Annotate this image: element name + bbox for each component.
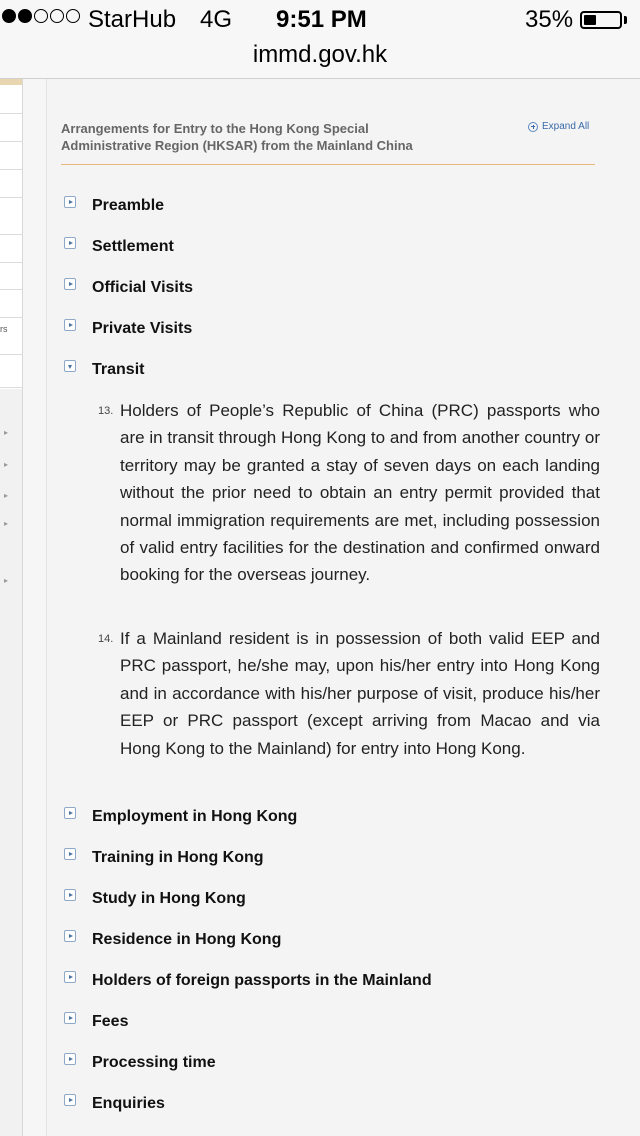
section-processing-time[interactable] (64, 1051, 216, 1075)
expand-all-label: Expand All (542, 121, 590, 132)
section-training[interactable] (64, 846, 264, 870)
section-foreign-passports[interactable] (64, 969, 432, 993)
section-title: Enquiries (92, 1095, 165, 1112)
section-private-visits[interactable] (64, 317, 193, 341)
status-time: 9:51 PM (276, 6, 367, 33)
expand-toggle-icon (64, 971, 76, 983)
paragraph-text: Holders of People’s Republic of China (PRC) passports who are in transit through Hong Kong to and from another country or territory may be granted a stay of seven days on each landing without the prior need to obtain an entry permit provided that normal immigration requirements are met, including possession of valid entry facilities for the destination and confirmed onward booking for the overseas journey. (120, 401, 600, 585)
section-title: Employment in Hong Kong (92, 808, 298, 825)
expand-toggle-icon (64, 848, 76, 860)
expand-toggle-icon (64, 930, 76, 942)
nav-arrow-icon[interactable]: ▸ (4, 491, 9, 500)
section-employment[interactable] (64, 805, 298, 829)
nav-divider (0, 141, 22, 142)
section-enquiries[interactable] (64, 1092, 165, 1116)
expand-all-button[interactable] (528, 121, 589, 132)
nav-divider (0, 354, 22, 355)
section-title: Study in Hong Kong (92, 890, 246, 907)
side-navigation-menu (0, 79, 22, 389)
nav-divider (0, 169, 22, 170)
expand-toggle-icon (64, 1012, 76, 1024)
paragraph-number: 14. (98, 633, 114, 645)
expand-toggle-icon (64, 196, 76, 208)
expand-toggle-icon (64, 889, 76, 901)
section-title: Private Visits (92, 320, 193, 337)
plus-circle-icon (528, 122, 538, 132)
page-title: Arrangements for Entry to the Hong Kong Special Administrative Region (HKSAR) from the Mainland China (61, 121, 413, 153)
address-bar[interactable] (0, 40, 640, 79)
expand-toggle-icon (64, 807, 76, 819)
carrier-name: StarHub (88, 6, 177, 33)
expand-toggle-icon (64, 237, 76, 249)
section-title: Transit (92, 361, 145, 378)
expand-toggle-icon (64, 1053, 76, 1065)
section-official-visits[interactable] (64, 276, 194, 300)
nav-divider (0, 113, 22, 114)
nav-divider (0, 387, 22, 388)
paragraph-number: 13. (98, 405, 114, 417)
collapse-toggle-icon (64, 360, 76, 372)
section-title: Fees (92, 1013, 129, 1030)
nav-divider (0, 317, 22, 318)
title-divider (61, 164, 595, 165)
nav-item-clipped-label[interactable]: rs (0, 324, 8, 334)
status-bar (0, 0, 640, 40)
network-type: 4G (200, 6, 233, 33)
nav-divider (0, 234, 22, 235)
nav-arrow-icon[interactable]: ▸ (4, 519, 9, 528)
section-title: Residence in Hong Kong (92, 931, 282, 948)
battery-tip-icon (624, 16, 627, 24)
section-settlement[interactable] (64, 235, 174, 259)
battery-icon (580, 11, 622, 29)
section-title: Holders of foreign passports in the Mainland (92, 972, 432, 989)
signal-strength-icon (2, 9, 80, 23)
nav-arrow-icon[interactable]: ▸ (4, 428, 9, 437)
nav-arrow-icon[interactable]: ▸ (4, 460, 9, 469)
nav-divider (0, 197, 22, 198)
section-transit[interactable] (64, 358, 145, 382)
paragraph-text: If a Mainland resident is in possession of both valid EEP and PRC passport, he/she may, upon his/her entry into Hong Kong and in accordance with his/her purpose of visit, produce his/her EEP or PRC passport (except arriving from Macao and via Hong Kong to the Mainland) for entry into Hong Kong. (120, 629, 600, 758)
url-domain: immd.gov.hk (252, 41, 388, 68)
section-title: Official Visits (92, 279, 194, 296)
section-preamble[interactable] (64, 194, 165, 218)
expand-toggle-icon (64, 1094, 76, 1106)
expand-toggle-icon (64, 319, 76, 331)
nav-divider (0, 289, 22, 290)
side-navigation (0, 79, 23, 1136)
section-title: Training in Hong Kong (92, 849, 264, 866)
section-residence[interactable] (64, 928, 282, 952)
nav-divider (0, 262, 22, 263)
battery-percent: 35% (525, 6, 574, 33)
section-title: Preamble (92, 197, 165, 214)
section-title: Processing time (92, 1054, 216, 1071)
expand-toggle-icon (64, 278, 76, 290)
side-navigation-accent (0, 79, 22, 85)
nav-arrow-icon[interactable]: ▸ (4, 576, 9, 585)
section-fees[interactable] (64, 1010, 129, 1034)
section-title: Settlement (92, 238, 174, 255)
section-study[interactable] (64, 887, 246, 911)
